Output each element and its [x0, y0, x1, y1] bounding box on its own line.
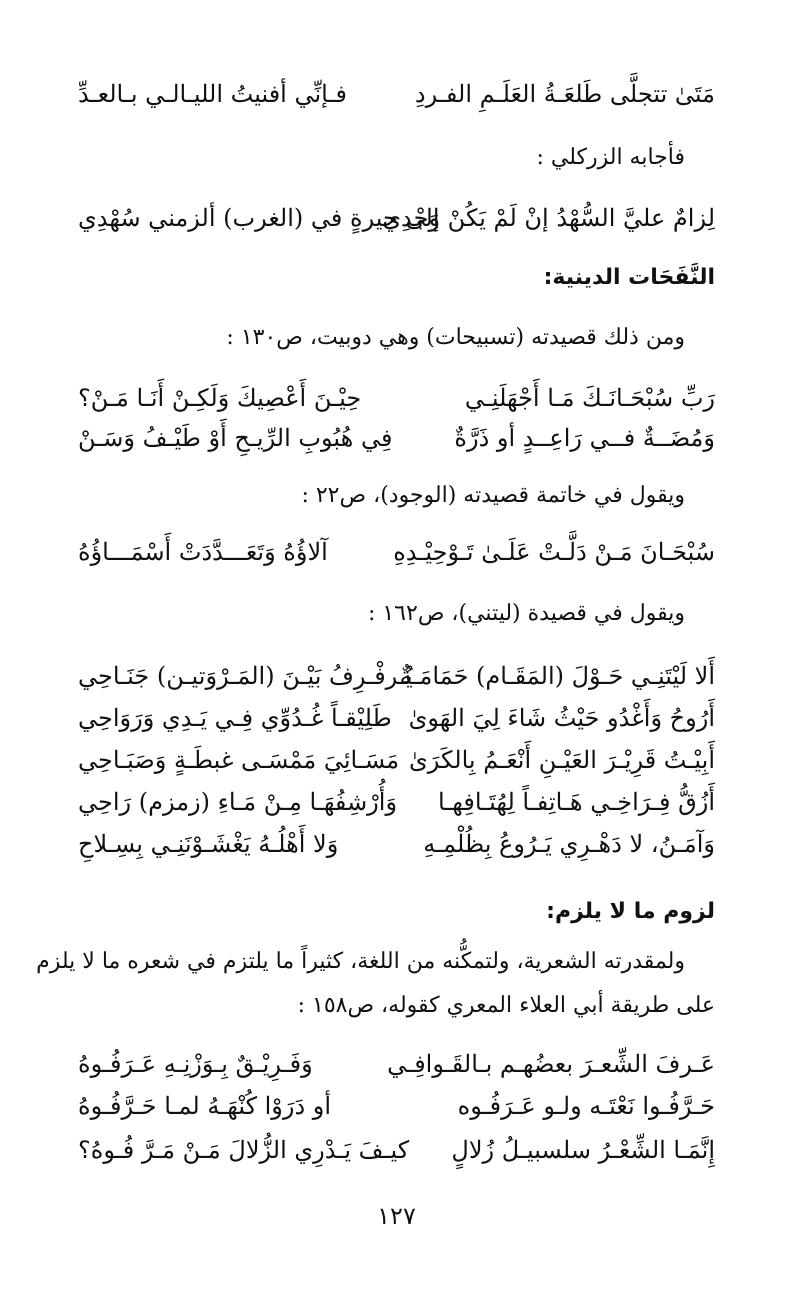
- hemistich-second: آلاؤُهُ وَتَعَـــدَّدَتْ أَسْمَـــاؤُهُ: [78, 538, 328, 566]
- hemistich-second: فِي هُبُوبِ الرِّيـحِ أَوْ طَيْـفُ وَسَـنْ: [78, 424, 393, 452]
- intro-text: ويقول في قصيدة (ليتني)، ص١٦٢ :: [367, 601, 685, 626]
- verse-line: [78, 530, 715, 574]
- verse-line: [78, 738, 715, 782]
- hemistich-first: وَآمَـنُ، لا دَهْـرِي يَـرُوعُ بِظُلْمِـهِ: [423, 830, 715, 858]
- hemistich-second: وَأُرْشِفُهَـا مِـنْ مَـاءِ (زمزم) رَاحِي: [78, 788, 398, 816]
- page-number: ١٢٧: [377, 1202, 416, 1230]
- verse-line: [78, 1084, 715, 1128]
- hemistich-first: مَتَىٰ تتجلَّى طَلعَـةُ العَلَـمِ الفـردِ: [414, 80, 715, 108]
- verse-line: [78, 654, 715, 698]
- intro-text: ويقول في خاتمة قصيدته (الوجود)، ص٢٢ :: [301, 483, 685, 508]
- intro-text: فأجابه الزركلي :: [536, 145, 685, 170]
- hemistich-second: حِيْـنَ أَعْصِيكَ وَلَكِـنْ أَنَـا مَـنْ؟: [78, 384, 362, 412]
- intro-text: ومن ذلك قصيدته (تسبيحات) وهي دوبيت، ص١٣٠ :: [226, 325, 685, 350]
- verse-line: [78, 376, 715, 420]
- hemistich-first: أَبِيْـتُ قَرِيْـرَ العَيْـنِ أَنْعَـمُ بِالكَرَىٰ: [409, 746, 715, 774]
- hemistich-second: يُـرفْـرِفُ بَيْـنَ (المَـرْوَتيـن) جَنَـاحِي: [78, 662, 413, 690]
- hemistich-second: فـإنِّي أفنيتُ الليـالـي بـالعـدِّ: [78, 80, 347, 108]
- hemistich-first: أَلا لَيْتَنِـي حَـوْلَ (المَقَـام) حَمَامَـةٌ: [399, 662, 715, 690]
- verse-line: [78, 1128, 715, 1172]
- hemistich-second: كيـفَ يَـدْرِي الزُّلالَ مَـنْ مَـرَّ فُـوهُ؟: [78, 1136, 410, 1164]
- verse-line: [78, 696, 715, 740]
- hemistich-second: مَسَـائِيَ مَمْسَـى غبطَـةٍ وَصَبَـاحِي: [78, 746, 400, 774]
- hemistich-first: أَرُوحُ وَأَغْدُو حَيْثُ شَاءَ لِيَ الهَوىٰ: [408, 704, 715, 732]
- hemistich-first: سُبْحَـانَ مَـنْ دَلَّـتْ عَلَـىٰ تَـوْحِيْـدِهِ: [393, 538, 715, 566]
- verse-line: [78, 1042, 715, 1086]
- verse-line: [78, 822, 715, 866]
- hemistich-first: عَـرفَ الشِّعـرَ بعضُهـم بـالقَـوافِـي: [387, 1050, 715, 1078]
- section-heading: لزوم ما لا يلزم:: [546, 899, 715, 924]
- hemistich-second: إلى جيرةٍ في (الغرب) ألزمني سُهْدِي: [78, 204, 440, 232]
- hemistich-second: طَلِيْقـاً غُـدُوِّي فِـي يَـدِي وَرَوَاحِي: [78, 704, 392, 732]
- hemistich-first: حَـرَّفُـوا نَعْتَـه ولـو عَـرَفُـوه: [457, 1092, 715, 1120]
- verse-line: [78, 196, 715, 240]
- hemistich-second: وَفَـرِيْـقٌ بِـوَزْنِـهِ عَـرَفُـوهُ: [78, 1050, 313, 1078]
- verse-line: [78, 72, 715, 116]
- paragraph-line: ولمقدرته الشعرية، ولتمكُّنه من اللغة، كثيراً ما يلتزم في شعره ما لا يلزم: [36, 949, 685, 974]
- section-heading: النَّفَحَات الدينية:: [543, 265, 715, 290]
- hemistich-first: لِزامٌ عليَّ السُّهْدُ إنْ لَمْ يَكُنْ وَجْدِي: [382, 204, 715, 232]
- verse-line: [78, 780, 715, 824]
- hemistich-first: إِنَّمَـا الشِّعْـرُ سلسبيـلُ زُلالٍ: [451, 1136, 715, 1164]
- hemistich-second: وَلا أَهْلُـهُ يَغْشَـوْنَنِـي بِسِـلاحِ: [78, 830, 339, 858]
- hemistich-first: وَمُضَــةٌ فــي رَاعِــدٍ أو ذَرَّةٌ: [454, 424, 715, 452]
- hemistich-first: أَزُقُّ فِـرَاخِـي هَـاتِفـاً لِهُتَـافِهـا: [437, 788, 715, 816]
- paragraph-line: على طريقة أبي العلاء المعري كقوله، ص١٥٨ :: [297, 993, 715, 1018]
- hemistich-first: رَبِّ سُبْحَـانَـكَ مَـا أَجْهَلَنِـي: [464, 384, 715, 412]
- verse-line: [78, 416, 715, 460]
- hemistich-second: أو دَرَوْا كُنْهَـهُ لمـا حَـرَّفُـوهُ: [78, 1092, 332, 1120]
